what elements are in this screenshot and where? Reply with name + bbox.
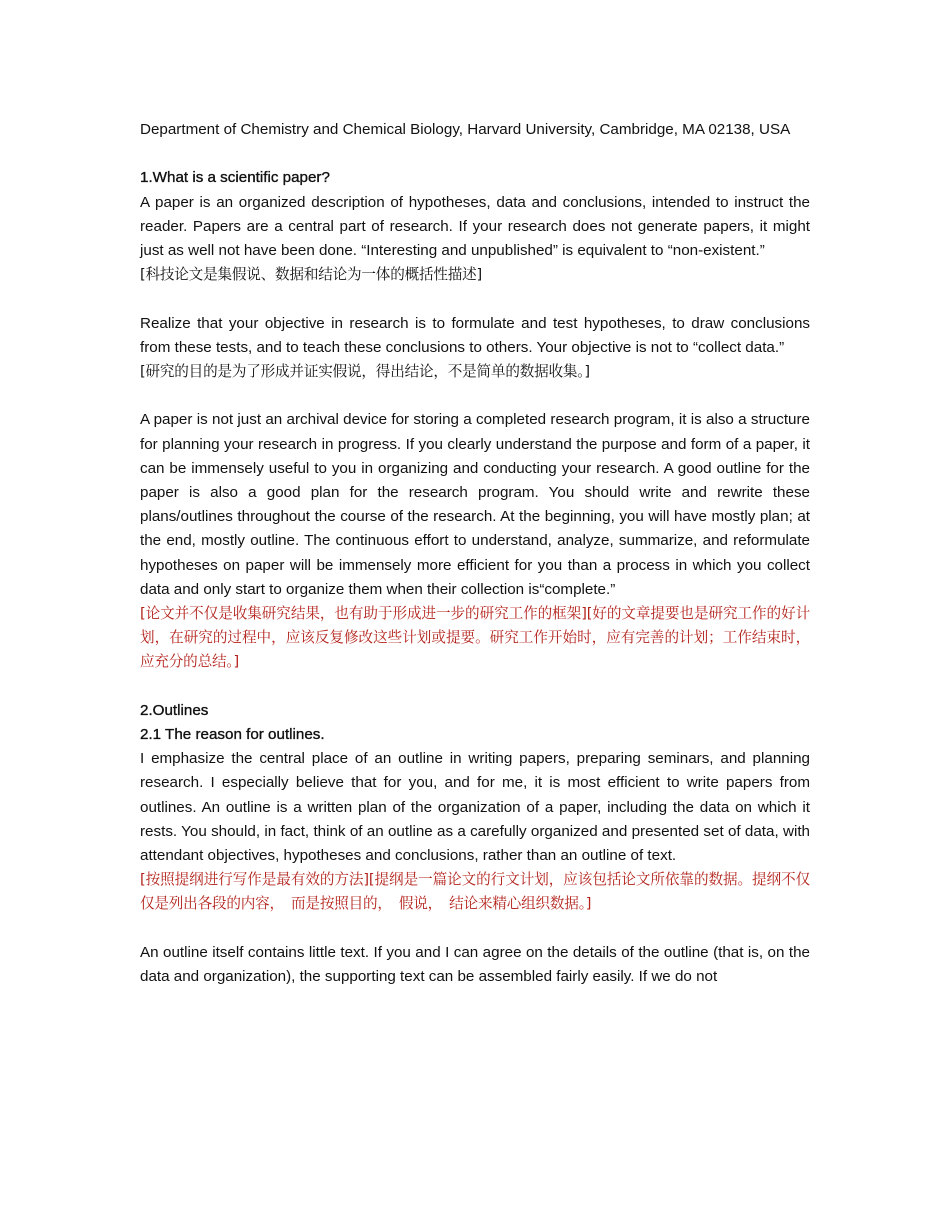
section-2-paragraph-1-translation: [按照提纲进行写作是最有效的方法][提纲是一篇论文的行文计划，应该包括论文所依靠的数据。提纲不仅仅是列出各段的内容， 而是按照目的， 假说， 结论来精心组织数据。] (140, 871, 810, 913)
section-1-paragraph-3: A paper is not just an archival device for storing a completed research program, it is also a structure for planning your research in progress. If you clearly understand the purpose and form of a paper, it can be immensely useful to you in organizing and conducting your research. A good outline for the paper is also a good plan for the research program. You should write and rewrite these plans/outlines throughout the course of the research. At the beginning, you will have mostly plan; at the end, mostly outline. The continuous effort to understand, analyze, summarize, and reformulate hypotheses on paper will be immensely more efficient for you than a process in which you collect data and only start to organize them when their collection is“complete.” (140, 411, 810, 598)
section-1-paragraph-2: Realize that your objective in research is to formulate and test hypotheses, to draw conclusions from these tests, and to teach these conclusions to others. Your objective is not to “collect data.” (140, 314, 810, 356)
section-1-heading: 1.What is a scientific paper? (140, 169, 330, 187)
section-1-paragraph-3-translation: [论文并不仅是收集研究结果，也有助于形成进一步的研究工作的框架][好的文章提要也是研究工作的好计划，在研究的过程中，应该反复修改这些计划或提要。研究工作开始时，应有完善的计划；工作结束时，应充分的总结。] (140, 605, 810, 671)
section-2-1-subheading: 2.1 The reason for outlines. (140, 726, 325, 744)
section-1-paragraph-2-translation: [研究的目的是为了形成并证实假说，得出结论，不是简单的数据收集。] (140, 363, 590, 380)
document-page (140, 118, 810, 989)
section-1-paragraph-1: A paper is an organized description of hypotheses, data and conclusions, intended to instruct the reader. Papers are a central part of research. If your research does not generate papers, it might just as well not have been done. “Interesting and unpublished” is equivalent to “non-existent.” (140, 193, 810, 259)
section-2-paragraph-1: I emphasize the central place of an outline in writing papers, preparing seminars, and planning research. I especially believe that for you, and for me, it is most efficient to write papers from outlines. An outline is a written plan of the organization of a paper, including the data on which it rests. You should, in fact, think of an outline as a carefully organized and presented set of data, with attendant objectives, hypotheses and conclusions, rather than an outline of text. (140, 750, 810, 865)
section-2-heading: 2.Outlines (140, 701, 209, 719)
section-1-paragraph-1-translation: [科技论文是集假说、数据和结论为一体的概括性描述] (140, 266, 483, 284)
spacer (140, 675, 810, 699)
section-2-paragraph-2: An outline itself contains little text. If you and I can agree on the details of the outline (that is, on the data and organization), the supporting text can be assembled fairly easily. If we do not (140, 943, 810, 986)
spacer (140, 384, 810, 408)
spacer (140, 917, 810, 941)
spacer (140, 142, 810, 166)
affiliation: Department of Chemistry and Chemical Biology, Harvard University, Cambridge, MA 02138, USA (140, 121, 791, 138)
spacer (140, 287, 810, 311)
